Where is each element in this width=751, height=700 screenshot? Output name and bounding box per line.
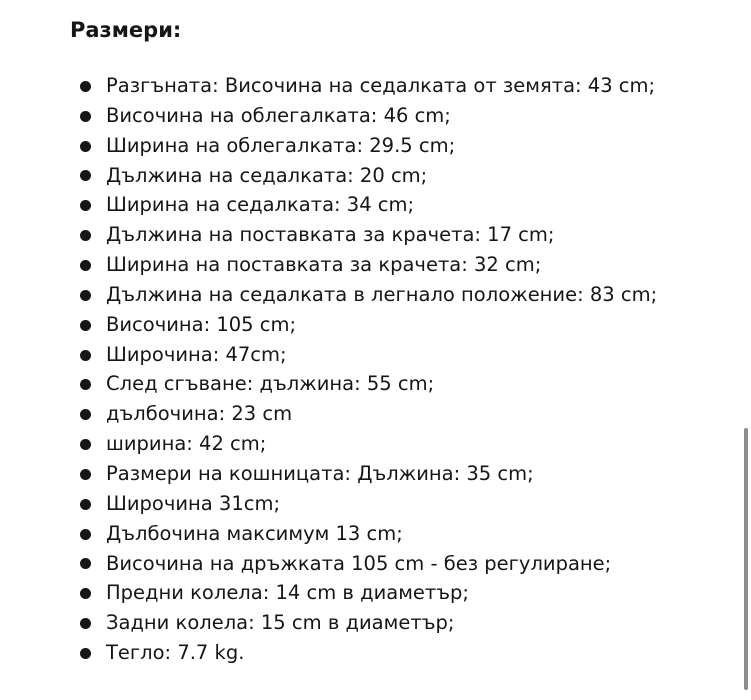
bullet-icon	[80, 648, 91, 659]
list-item	[0, 190, 657, 220]
bullet-icon	[80, 529, 91, 540]
list-item	[0, 220, 657, 250]
list-item-text: Тегло: 7.7 kg.	[106, 641, 245, 665]
bullet-icon	[80, 230, 91, 241]
list-item	[0, 101, 657, 131]
list-item-text: Разгъната: Височина на седалката от земята: 43 cm;	[106, 74, 656, 97]
vertical-scrollbar[interactable]	[744, 428, 748, 690]
list-item-text: Ширина на седалката: 34 cm;	[106, 193, 415, 217]
list-item	[0, 369, 657, 399]
list-item	[0, 71, 657, 101]
section-heading: Размери:	[70, 18, 182, 42]
dimensions-list	[0, 71, 657, 668]
list-item-text: Размери на кошницата: Дължина: 35 cm;	[106, 461, 534, 485]
bullet-icon	[80, 260, 91, 271]
list-item	[0, 161, 657, 191]
bullet-icon	[80, 320, 91, 331]
list-item-text: ширина: 42 cm;	[106, 432, 267, 456]
bullet-icon	[80, 558, 91, 569]
list-item	[0, 250, 657, 280]
list-item-text: Дължина на поставката за крачета: 17 cm;	[106, 223, 555, 247]
bullet-icon	[80, 379, 91, 390]
list-item	[0, 638, 657, 668]
list-item	[0, 608, 657, 638]
list-item-text: Дължина на седалката в легнало положение: 83 cm;	[106, 282, 658, 306]
list-item-text: След сгъване: дължина: 55 cm;	[106, 372, 435, 396]
bullet-icon	[80, 439, 91, 450]
bullet-icon	[80, 81, 91, 92]
list-item	[0, 519, 657, 549]
bullet-icon	[80, 588, 91, 599]
list-item	[0, 489, 657, 519]
list-item	[0, 310, 657, 340]
list-item-text: Дължина на седалката: 20 cm;	[106, 163, 428, 187]
bullet-icon	[80, 290, 91, 301]
bullet-icon	[80, 618, 91, 629]
bullet-icon	[80, 170, 91, 181]
bullet-icon	[80, 469, 91, 480]
list-item	[0, 459, 657, 489]
list-item-text: Височина на облегалката: 46 cm;	[106, 103, 451, 127]
list-item	[0, 340, 657, 370]
bullet-icon	[80, 350, 91, 361]
list-item-text: Височина на дръжката 105 cm - без регулиране;	[106, 551, 612, 575]
list-item	[0, 399, 657, 429]
list-item-text: Задни колела: 15 cm в диаметър;	[106, 611, 455, 635]
list-item-text: Дълбочина максимум 13 cm;	[106, 521, 403, 545]
list-item	[0, 280, 657, 310]
list-item	[0, 131, 657, 161]
bullet-icon	[80, 200, 91, 211]
bullet-icon	[80, 111, 91, 122]
list-item-text: Предни колела: 14 cm в диаметър;	[106, 581, 470, 605]
bullet-icon	[80, 499, 91, 510]
list-item	[0, 578, 657, 608]
bullet-icon	[80, 409, 91, 420]
bullet-icon	[80, 141, 91, 152]
list-item-text: Широчина 31cm;	[106, 491, 281, 515]
list-item-text: Ширина на облегалката: 29.5 cm;	[106, 133, 456, 157]
list-item-text: дълбочина: 23 cm	[106, 402, 293, 426]
list-item-text: Широчина: 47cm;	[106, 342, 287, 366]
list-item	[0, 549, 657, 579]
list-item-text: Височина: 105 cm;	[106, 312, 297, 336]
list-item-text: Ширина на поставката за крачета: 32 cm;	[106, 253, 542, 277]
list-item	[0, 429, 657, 459]
